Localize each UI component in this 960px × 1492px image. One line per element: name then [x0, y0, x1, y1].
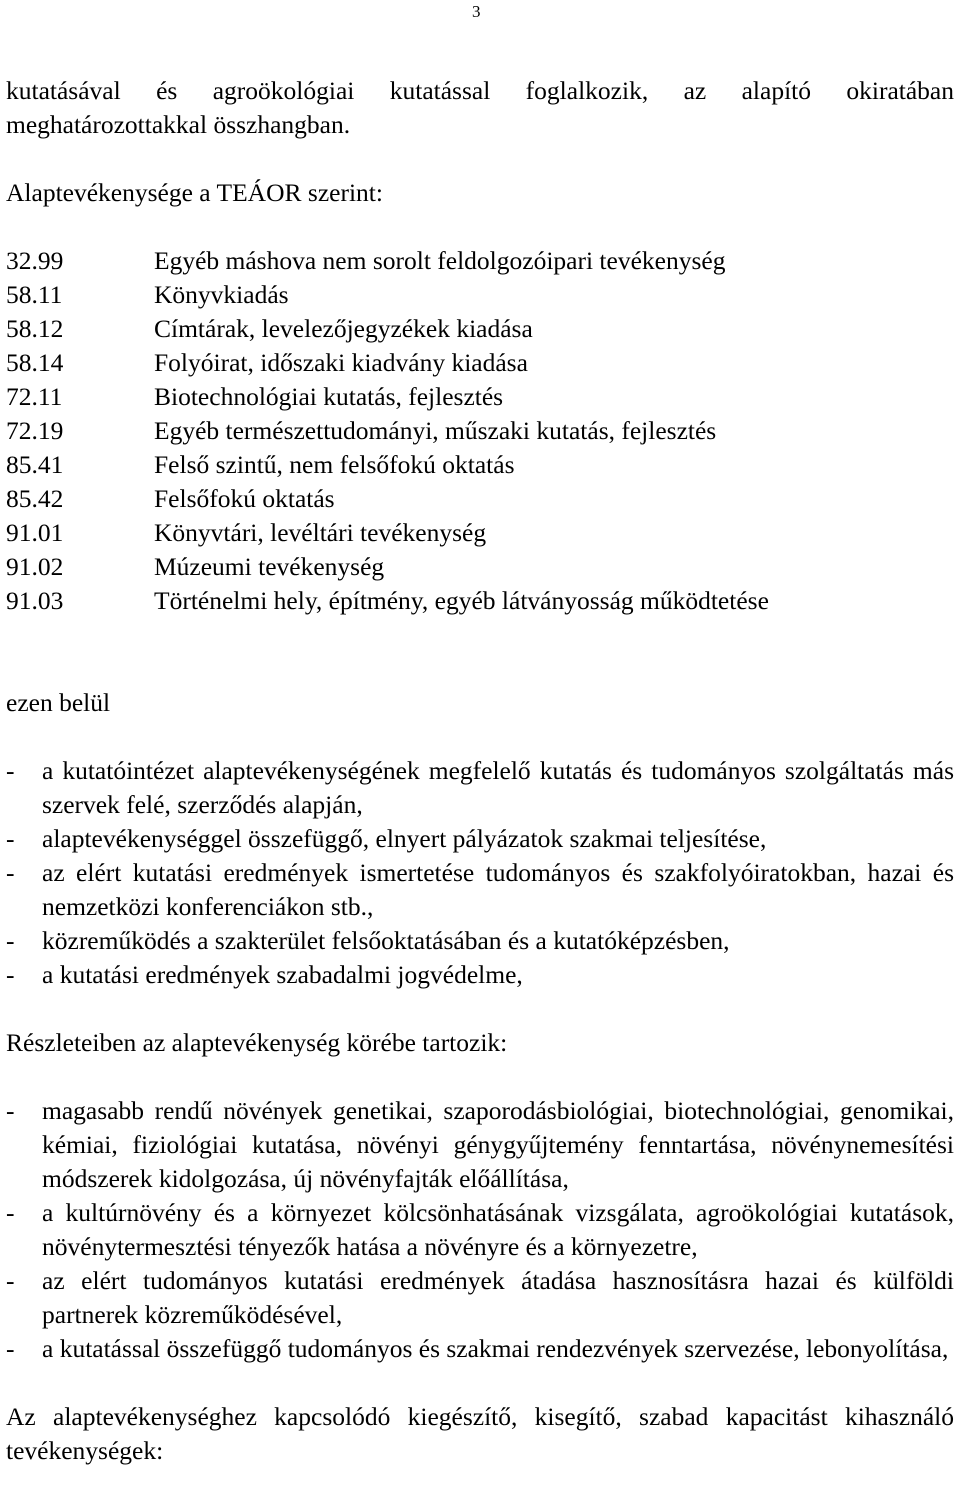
teaor-heading: Alaptevékenysége a TEÁOR szerint:	[6, 178, 383, 207]
list-item-text: közreműködés a szakterület felsőoktatásában és a kutatóképzésben,	[42, 926, 730, 955]
teaor-description: Egyéb természettudományi, műszaki kutatás, fejlesztés	[154, 416, 717, 445]
list-item	[6, 1332, 954, 1366]
list-dash: -	[6, 756, 15, 785]
document-body	[6, 74, 954, 1468]
teaor-description: Címtárak, levelezőjegyzékek kiadása	[154, 314, 533, 343]
teaor-code: 32.99	[6, 246, 64, 275]
teaor-row	[6, 380, 954, 414]
teaor-code: 72.11	[6, 382, 63, 411]
list-item	[6, 924, 954, 958]
detail-heading: Részleteiben az alaptevékenység körébe tartozik:	[6, 1028, 508, 1057]
teaor-row	[6, 346, 954, 380]
teaor-code: 85.42	[6, 484, 64, 513]
list-dash: -	[6, 1334, 15, 1363]
list-item-text: a kutatással összefüggő tudományos és szakmai rendezvények szervezése, lebonyolítása,	[42, 1334, 949, 1363]
list-item	[6, 1196, 954, 1264]
teaor-code: 91.03	[6, 586, 64, 615]
teaor-row	[6, 516, 954, 550]
teaor-description: Könyvkiadás	[154, 280, 289, 309]
list-dash: -	[6, 1198, 15, 1227]
teaor-code: 85.41	[6, 450, 64, 479]
teaor-description: Felső szintű, nem felsőfokú oktatás	[154, 450, 515, 479]
within-list	[6, 754, 954, 992]
teaor-description: Felsőfokú oktatás	[154, 484, 335, 513]
list-dash: -	[6, 824, 15, 853]
list-dash: -	[6, 1096, 15, 1125]
teaor-description: Egyéb máshova nem sorolt feldolgozóipari tevékenység	[154, 246, 726, 275]
teaor-code: 58.11	[6, 280, 63, 309]
teaor-description: Múzeumi tevékenység	[154, 552, 385, 581]
list-item-text: magasabb rendű növények genetikai, szaporodásbiológiai, biotechnológiai, genomikai, kémiai, fiziológiai kutatása, növényi génygyűjtemény fenntartása, növénynemesítési módszerek kidolgozása, új növényfajták előállítása,	[42, 1096, 954, 1193]
teaor-code: 72.19	[6, 416, 64, 445]
list-dash: -	[6, 858, 15, 887]
list-item	[6, 958, 954, 992]
list-item-text: alaptevékenységgel összefüggő, elnyert pályázatok szakmai teljesítése,	[42, 824, 767, 853]
teaor-description: Folyóirat, időszaki kiadvány kiadása	[154, 348, 528, 377]
list-item	[6, 1094, 954, 1196]
list-item-text: az elért tudományos kutatási eredmények átadása hasznosításra hazai és külföldi partnerek közreműködésével,	[42, 1266, 954, 1329]
teaor-row	[6, 448, 954, 482]
teaor-code: 58.14	[6, 348, 64, 377]
teaor-row	[6, 414, 954, 448]
list-item-text: a kultúrnövény és a környezet kölcsönhatásának vizsgálata, agroökológiai kutatások, növénytermesztési tényezők hatása a növényre és a környezetre,	[42, 1198, 954, 1261]
teaor-code: 58.12	[6, 314, 64, 343]
teaor-row	[6, 244, 954, 278]
list-item	[6, 1264, 954, 1332]
list-dash: -	[6, 960, 15, 989]
teaor-row	[6, 482, 954, 516]
teaor-row	[6, 584, 954, 618]
list-item	[6, 822, 954, 856]
teaor-row	[6, 278, 954, 312]
page-number: 3	[472, 2, 481, 21]
within-heading: ezen belül	[6, 688, 111, 717]
teaor-code: 91.02	[6, 552, 64, 581]
teaor-description: Történelmi hely, építmény, egyéb látványosság működtetése	[154, 586, 769, 615]
list-item	[6, 754, 954, 822]
list-dash: -	[6, 1266, 15, 1295]
list-item-text: a kutatási eredmények szabadalmi jogvédelme,	[42, 960, 523, 989]
list-item-text: a kutatóintézet alaptevékenységének megfelelő kutatás és tudományos szolgáltatás más szervek felé, szerződés alapján,	[42, 756, 954, 819]
intro-paragraph: kutatásával és agroökológiai kutatással foglalkozik, az alapító okiratában meghatározottakkal összhangban.	[6, 76, 954, 139]
teaor-code: 91.01	[6, 518, 64, 547]
list-dash: -	[6, 926, 15, 955]
list-item-text: az elért kutatási eredmények ismertetése tudományos és szakfolyóiratokban, hazai és nemzetközi konferenciákon stb.,	[42, 858, 954, 921]
closing-paragraph: Az alaptevékenységhez kapcsolódó kiegészítő, kisegítő, szabad kapacitást kihasználó tevékenységek:	[6, 1402, 954, 1465]
list-item	[6, 856, 954, 924]
teaor-list	[6, 244, 954, 618]
teaor-row	[6, 312, 954, 346]
teaor-row	[6, 550, 954, 584]
teaor-description: Könyvtári, levéltári tevékenység	[154, 518, 487, 547]
detail-list	[6, 1094, 954, 1366]
teaor-description: Biotechnológiai kutatás, fejlesztés	[154, 382, 504, 411]
